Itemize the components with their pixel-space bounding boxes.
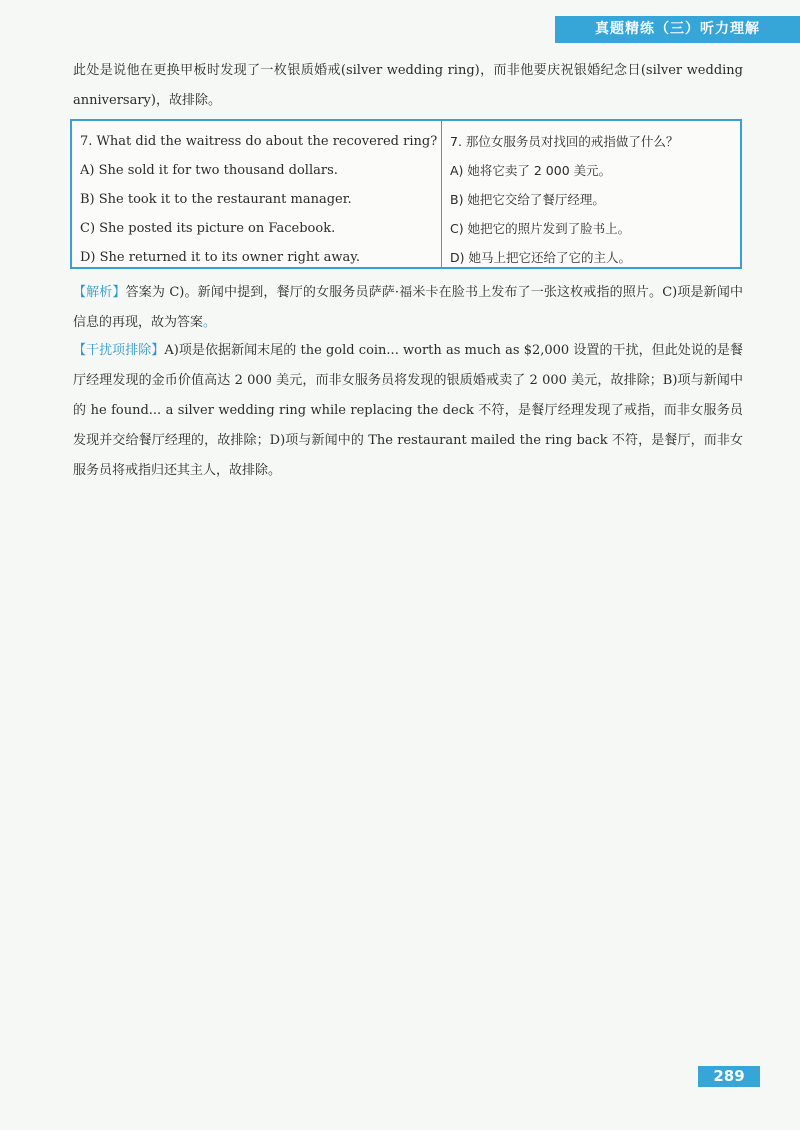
intro-paragraph: 此处是说他在更换甲板时发现了一枚银质婚戒(silver wedding ring)，而非他要庆祝银婚纪念日(silver wedding anniversary)，故排除。 bbox=[73, 63, 743, 108]
option-b-chinese: B) 她把它交给了餐厅经理。 bbox=[450, 192, 605, 207]
distractor-text: A)项是依据新闻末尾的 the gold coin... worth as much as $2,000 设置的干扰，但此处说的是餐厅经理发现的金币价值高达 2 000 美元，而非女服务员将发现的银质婚戒卖了 2 000 美元，故排除；B)项与新闻中的 he found... a silver wedding ring while replacing the deck 不符，是餐厅经理发现了戒指，而非女服务员发现并交给餐厅经理的，故排除；D)项与新闻中的 The restaurant mailed the ring back 不符，是餐厅，而非女服务员将戒指归还其主人，故排除。 bbox=[73, 343, 743, 478]
analysis-label: 【解析】 bbox=[73, 285, 126, 300]
section-title-banner: 真题精练（三）听力理解 bbox=[555, 16, 800, 43]
option-c-chinese: C) 她把它的照片发到了脸书上。 bbox=[450, 221, 631, 236]
question-chinese-column bbox=[442, 121, 740, 267]
option-c-english: C) She posted its picture on Facebook. bbox=[80, 221, 336, 236]
analysis-end-mark: 。 bbox=[203, 315, 217, 330]
distractor-label: 【干扰项排除】 bbox=[73, 343, 165, 358]
option-d-english: D) She returned it to its owner right away. bbox=[80, 250, 361, 265]
distractor-paragraph bbox=[73, 336, 743, 486]
option-a-english: A) She sold it for two thousand dollars. bbox=[80, 163, 338, 178]
question-stem-chinese: 7. 那位女服务员对找回的戒指做了什么？ bbox=[450, 134, 679, 149]
option-d-chinese: D) 她马上把它还给了它的主人。 bbox=[450, 250, 631, 265]
page-number: 289 bbox=[698, 1066, 760, 1087]
question-english-column bbox=[72, 121, 442, 267]
question-table bbox=[70, 119, 742, 269]
analysis-paragraph bbox=[73, 278, 743, 338]
option-b-english: B) She took it to the restaurant manager. bbox=[80, 192, 352, 207]
question-stem-english: 7. What did the waitress do about the recovered ring? bbox=[80, 134, 438, 149]
analysis-text: 答案为 C)。新闻中提到，餐厅的女服务员萨萨·福米卡在脸书上发布了一张这枚戒指的照片。C)项是新闻中信息的再现，故为答案 bbox=[73, 285, 743, 330]
option-a-chinese: A) 她将它卖了 2 000 美元。 bbox=[450, 163, 612, 178]
